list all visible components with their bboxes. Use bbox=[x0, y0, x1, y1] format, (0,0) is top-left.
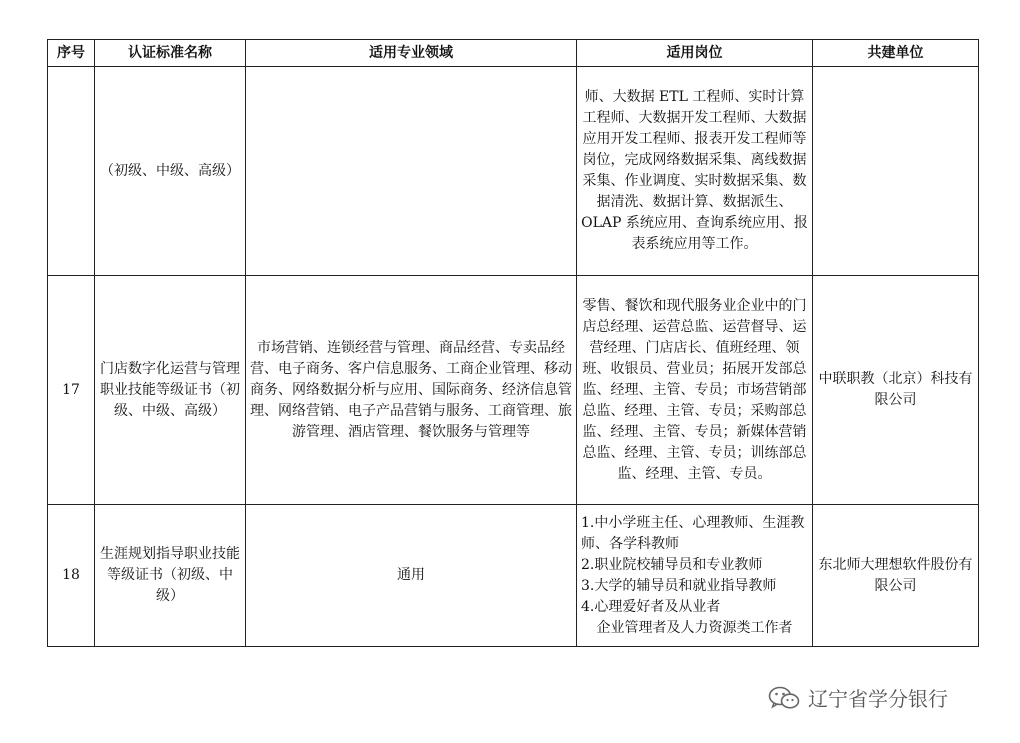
watermark-text: 辽宁省学分银行 bbox=[808, 687, 948, 711]
table-row bbox=[48, 276, 979, 505]
row-jobs: 师、大数据 ETL 工程师、实时计算工程师、大数据开发工程师、大数据应用开发工程师、报表开发工程师等岗位，完成网络数据采集、离线数据采集、作业调度、实时数据采集、数据清洗、数据计算、数据派生、OLAP 系统应用、查询系统应用、报表系统应用等工作。 bbox=[577, 67, 813, 276]
row-partner: 东北师大理想软件股份有限公司 bbox=[813, 505, 979, 647]
table-row bbox=[48, 67, 979, 276]
row-seq: 17 bbox=[48, 276, 95, 505]
jobs-line: 4.心理爱好者及从业者 bbox=[581, 598, 721, 615]
row-partner bbox=[813, 67, 979, 276]
jobs-line: 1.中小学班主任、心理教师、生涯教师、各学科教师 bbox=[581, 514, 805, 552]
jobs-line: 3.大学的辅导员和就业指导教师 bbox=[581, 577, 777, 594]
row-majors: 通用 bbox=[246, 505, 577, 647]
header-jobs: 适用岗位 bbox=[577, 40, 813, 67]
row-seq bbox=[48, 67, 95, 276]
row-standard: （初级、中级、高级） bbox=[95, 67, 246, 276]
header-majors: 适用专业领域 bbox=[246, 40, 577, 67]
table-header-row bbox=[48, 40, 979, 67]
header-standard: 认证标准名称 bbox=[95, 40, 246, 67]
row-jobs bbox=[577, 505, 813, 647]
jobs-line: 2.职业院校辅导员和专业教师 bbox=[581, 556, 763, 573]
row-standard: 门店数字化运营与管理职业技能等级证书（初级、中级、高级） bbox=[95, 276, 246, 505]
header-seq: 序号 bbox=[48, 40, 95, 67]
row-partner: 中联职教（北京）科技有限公司 bbox=[813, 276, 979, 505]
wechat-icon bbox=[768, 685, 800, 711]
row-majors bbox=[246, 67, 577, 276]
row-seq: 18 bbox=[48, 505, 95, 647]
watermark bbox=[768, 683, 948, 712]
row-standard: 生涯规划指导职业技能等级证书（初级、中级） bbox=[95, 505, 246, 647]
certification-table bbox=[47, 39, 979, 647]
row-majors: 市场营销、连锁经营与管理、商品经营、专卖品经营、电子商务、客户信息服务、工商企业管理、移动商务、网络数据分析与应用、国际商务、经济信息管理、网络营销、电子产品营销与服务、工商管理、旅游管理、酒店管理、餐饮服务与管理等 bbox=[246, 276, 577, 505]
jobs-line: 企业管理者及人力资源类工作者 bbox=[596, 619, 793, 636]
table-row bbox=[48, 505, 979, 647]
row-jobs: 零售、餐饮和现代服务业企业中的门店总经理、运营总监、运营督导、运营经理、门店店长、值班经理、领班、收银员、营业员；拓展开发部总监、经理、主管、专员；市场营销部总监、经理、主管、专员；采购部总监、经理、主管、专员；新媒体营销总监、经理、主管、专员；训练部总监、经理、主管、专员。 bbox=[577, 276, 813, 505]
header-partner: 共建单位 bbox=[813, 40, 979, 67]
